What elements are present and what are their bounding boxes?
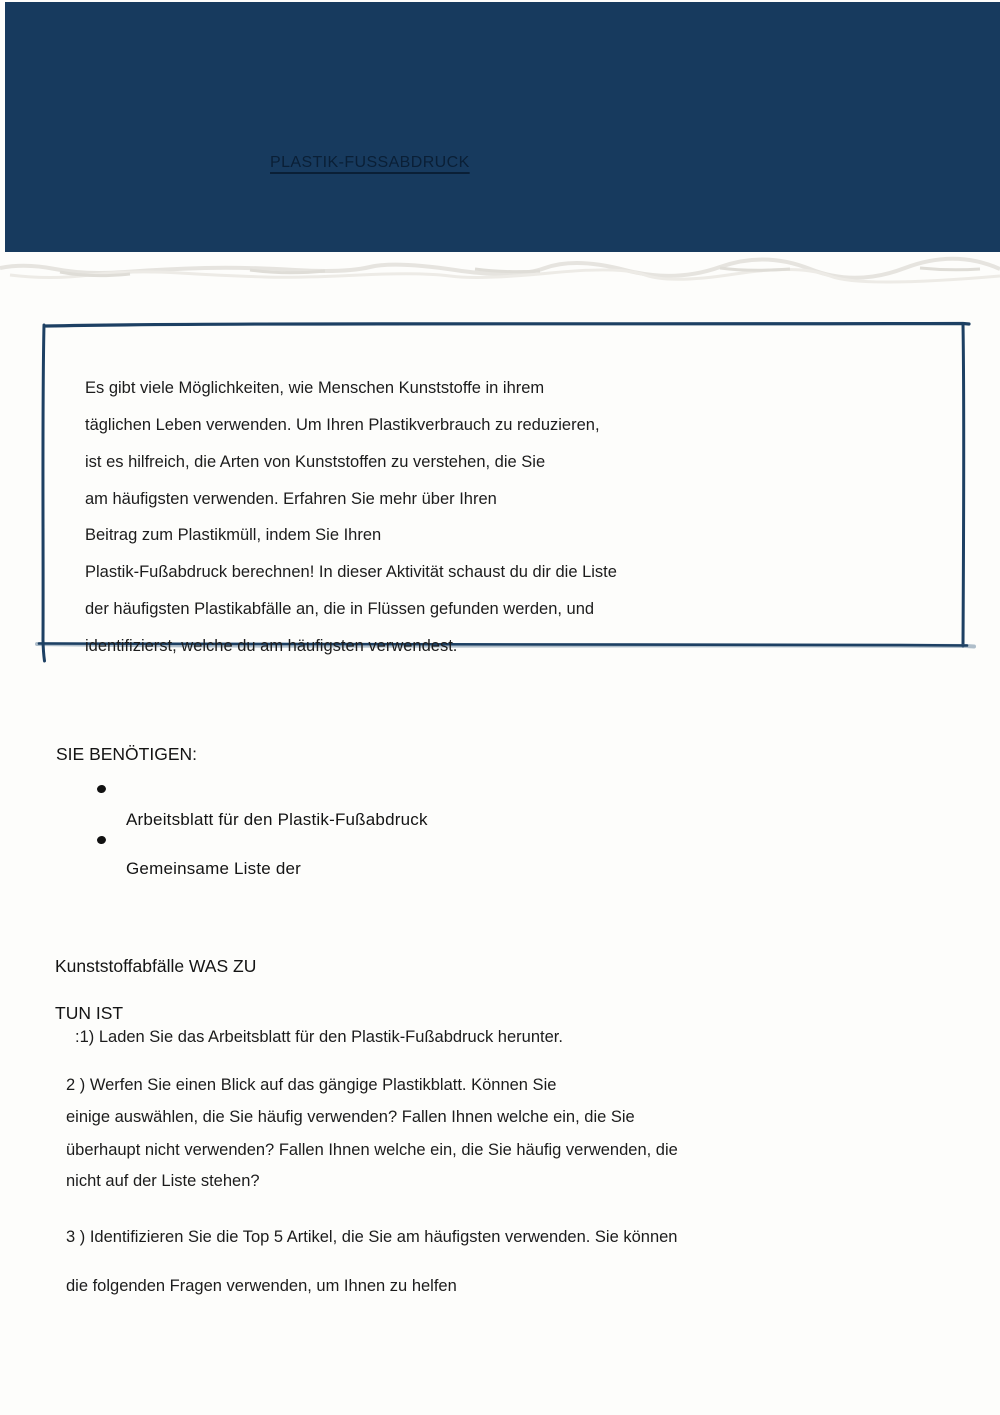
intro-line: Es gibt viele Möglichkeiten, wie Menschen Kunststoffe in ihrem [85,379,545,397]
step2-line: überhaupt nicht verwenden? Fallen Ihnen welche ein, die Sie häufig verwenden, die [66,1141,678,1159]
step3-line: 3 ) Identifizieren Sie die Top 5 Artikel, die Sie am häufigsten verwenden. Sie können [66,1228,678,1246]
instructions-heading-line1: Kunststoffabfälle WAS ZU [55,956,257,976]
intro-line: ist es hilfreich, die Arten von Kunststoffen zu verstehen, die Sie [85,453,546,471]
step2-line: nicht auf der Liste stehen? [66,1172,260,1190]
intro-line: identifizierst, welche du am häufigsten verwendest. [85,637,458,655]
bullet-dot-icon [96,784,106,794]
needs-item: Arbeitsblatt für den Plastik-Fußabdruck [126,810,428,829]
intro-line: Beitrag zum Plastikmüll, indem Sie Ihren [85,526,382,544]
needs-heading: SIE BENÖTIGEN: [56,744,197,764]
bullet-dot-icon [96,835,106,845]
step3-line: die folgenden Fragen verwenden, um Ihnen zu helfen [66,1277,457,1295]
intro-line: am häufigsten verwenden. Erfahren Sie mehr über Ihren [85,490,497,508]
step2-line: 2 ) Werfen Sie einen Blick auf das gängige Plastikblatt. Können Sie [66,1076,557,1094]
intro-line: der häufigsten Plastikabfälle an, die in Flüssen gefunden werden, und [85,600,595,618]
step1-text: :1) Laden Sie das Arbeitsblatt für den Plastik-Fußabdruck herunter. [75,1028,563,1046]
instructions-heading-line2: TUN IST [55,1003,124,1023]
torn-edge-texture [0,252,1000,292]
step2-line: einige auswählen, die Sie häufig verwenden? Fallen Ihnen welche ein, die Sie [66,1108,635,1126]
header-band [5,2,1000,252]
needs-item: Gemeinsame Liste der [126,859,302,878]
intro-line: täglichen Leben verwenden. Um Ihren Plastikverbrauch zu reduzieren, [85,416,600,434]
intro-line: Plastik-Fußabdruck berechnen! In dieser Aktivität schaust du dir die Liste [85,563,617,581]
page-title: PLASTIK-FUSSABDRUCK [270,154,470,171]
